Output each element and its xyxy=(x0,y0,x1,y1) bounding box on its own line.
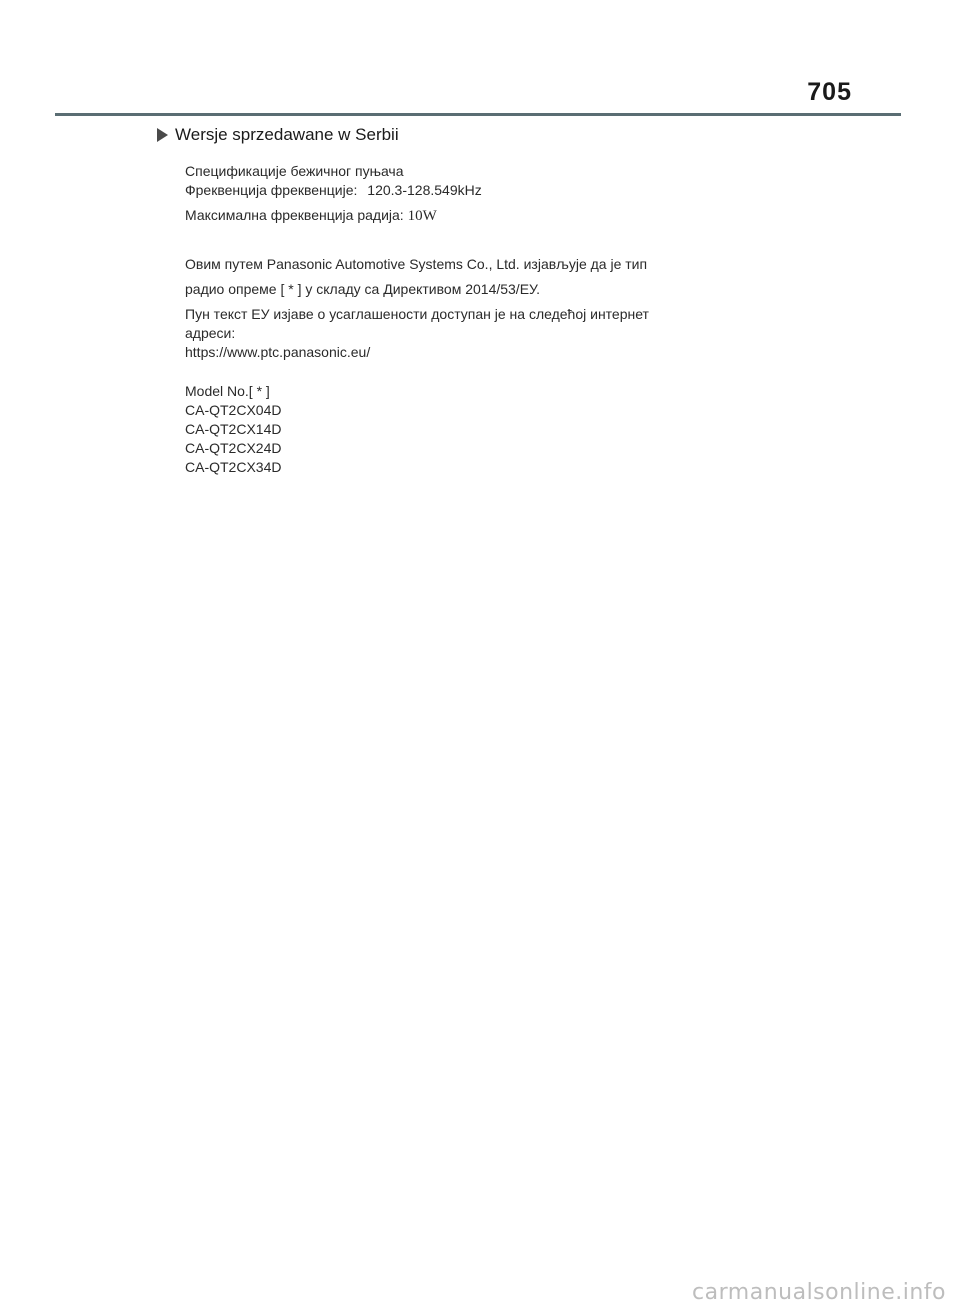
frequency-value: 120.3-128.549kHz xyxy=(367,182,482,198)
model-item: CA-QT2CX34D xyxy=(185,459,282,475)
section-heading-text: Wersje sprzedawane w Serbii xyxy=(175,125,399,144)
max-freq-line xyxy=(185,206,649,226)
content-block xyxy=(185,162,649,477)
page-number: 705 xyxy=(807,78,852,106)
model-item: CA-QT2CX14D xyxy=(185,421,282,437)
header-rule xyxy=(55,113,901,116)
declaration-line-3: Пун текст ЕУ изјаве о усаглашености доступан је на следећој интернет xyxy=(185,306,649,322)
triangle-bullet-icon xyxy=(157,128,168,142)
frequency-label: Фреквенција фреквенције: xyxy=(185,182,358,198)
section-heading xyxy=(157,125,399,145)
declaration-line-4: адреси: xyxy=(185,325,236,341)
max-freq-label: Максимална фреквенција радија: xyxy=(185,207,404,223)
declaration-url[interactable]: https://www.ptc.panasonic.eu/ xyxy=(185,344,371,360)
max-freq-value: 10W xyxy=(407,208,437,224)
model-item: CA-QT2CX24D xyxy=(185,440,282,456)
specs-title: Спецификације бежичног пуњача xyxy=(185,163,404,179)
declaration-line-1: Овим путем Panasonic Automotive Systems Co., Ltd. изјављује да је тип xyxy=(185,256,648,272)
frequency-line xyxy=(185,181,649,200)
site-watermark: carmanualsonline.info xyxy=(692,1280,946,1305)
model-number-label: Model No.[ * ] xyxy=(185,383,270,399)
model-item: CA-QT2CX04D xyxy=(185,402,282,418)
declaration-line-2: радио опреме [ * ] у складу са Директивом 2014/53/ЕУ. xyxy=(185,281,540,297)
